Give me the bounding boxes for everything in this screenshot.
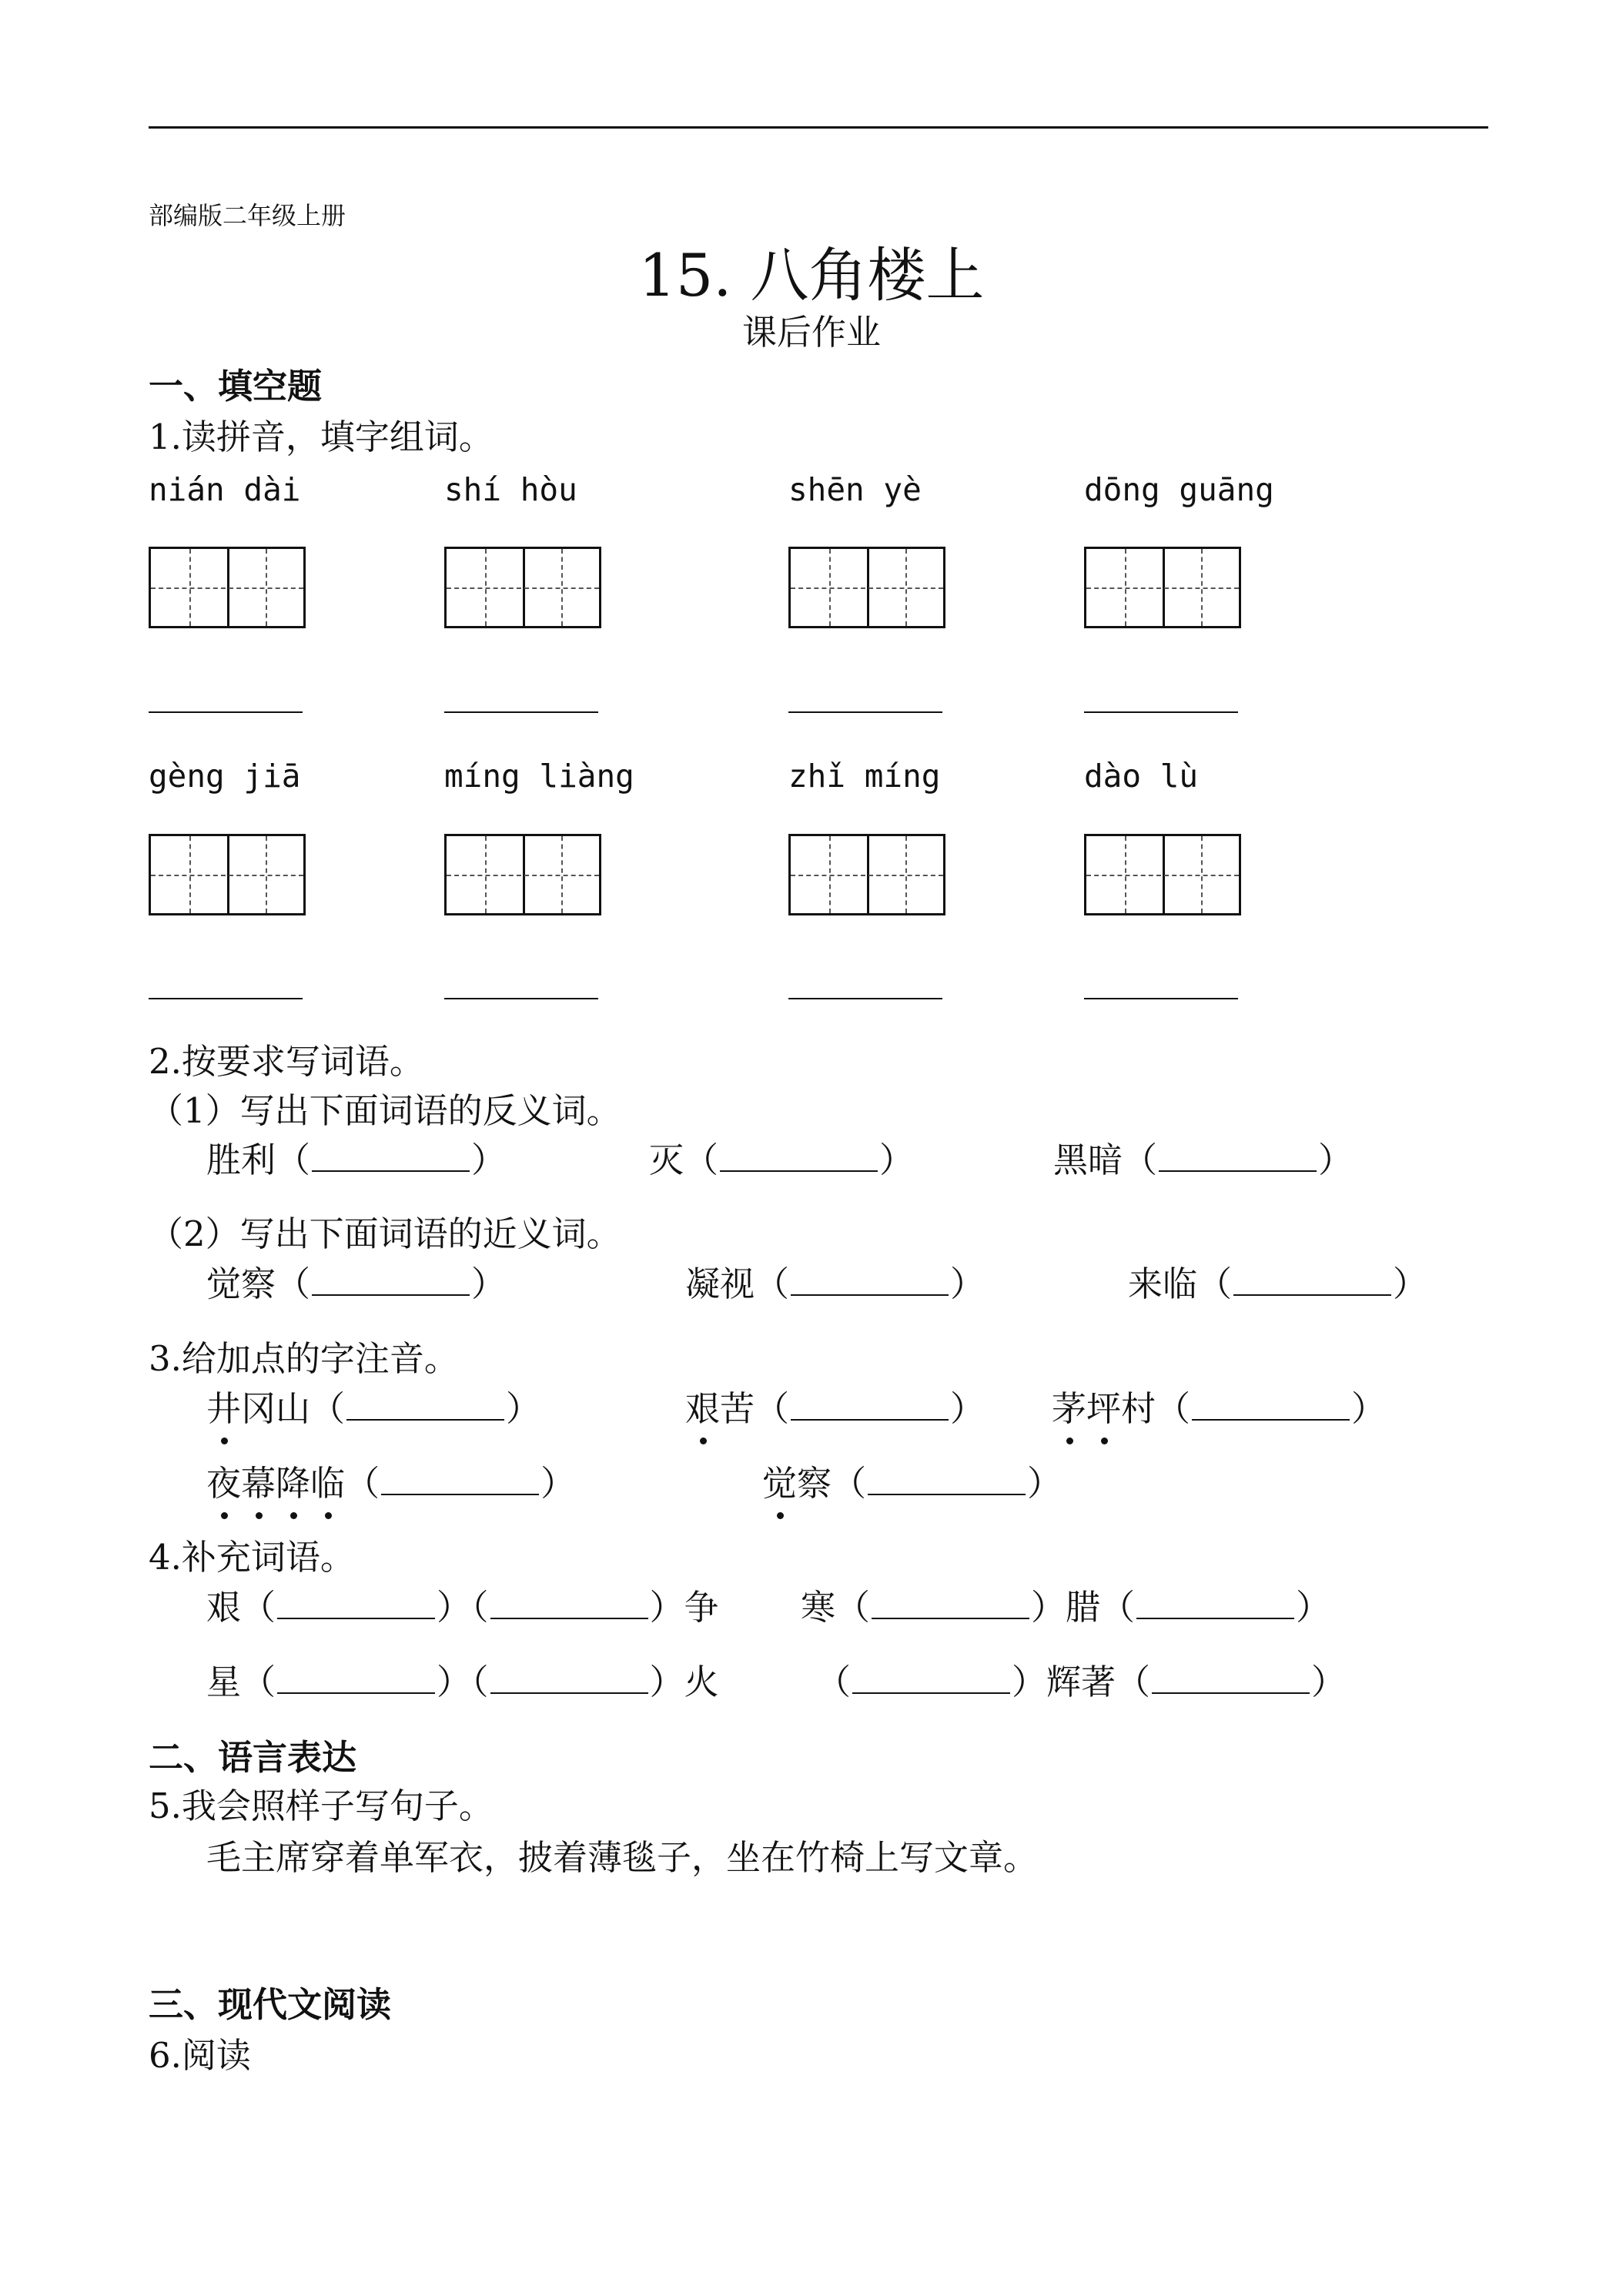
section-heading-2: 二、语言表达 [149,1737,357,1778]
writing-grid[interactable] [149,834,306,915]
answer-blank[interactable] [791,1390,949,1421]
question-1: 1.读拼音，填字组词。 [149,417,494,457]
pinyin-label: míng liàng [444,758,634,795]
pinyin-annotation-item: 艰苦（ ） [685,1386,985,1432]
synonym-item: 凝视（ ） [685,1263,986,1304]
answer-blank[interactable] [1192,1390,1350,1421]
answer-blank[interactable] [490,1588,648,1619]
question-5: 5.我会照样子写句子。 [149,1786,494,1826]
pinyin-annotation-item: 夜幕降临（ ） [206,1461,575,1507]
answer-blank[interactable] [791,1265,949,1296]
writing-grid[interactable] [149,547,306,628]
answer-blank[interactable] [277,1588,435,1619]
pinyin-label: shí hòu [444,471,577,508]
answer-line[interactable] [788,998,942,999]
answer-blank[interactable] [1136,1588,1294,1619]
question-2-2: （2）写出下面词语的近义词。 [149,1213,621,1254]
answer-line[interactable] [444,711,598,713]
pinyin-label: nián dài [149,471,301,508]
question-6: 6.阅读 [149,2035,251,2076]
pinyin-annotation-item: 茅坪村（ ） [1052,1386,1386,1432]
page-title: 15. 八角楼上 [638,241,985,310]
page-subtitle: 课后作业 [741,312,881,353]
answer-blank[interactable] [1233,1265,1391,1296]
idiom-item: 星（ ）（ ）火 [206,1662,719,1702]
section-heading-1: 一、填空题 [149,366,323,407]
question-4: 4.补充词语。 [149,1537,355,1578]
answer-blank[interactable] [1159,1141,1317,1172]
pinyin-annotation-item: 觉察（ ） [762,1461,1062,1507]
writing-grid[interactable] [788,834,945,915]
answer-line[interactable] [1084,998,1238,999]
antonym-item: 胜利（ ） [206,1140,507,1180]
synonym-item: 来临（ ） [1128,1263,1428,1304]
answer-line[interactable] [1084,711,1238,713]
question-2: 2.按要求写词语。 [149,1041,424,1082]
pinyin-label: dōng guāng [1084,471,1274,508]
writing-grid[interactable] [788,547,945,628]
question-2-1: （1）写出下面词语的反义词。 [149,1090,621,1131]
pinyin-label: dào lù [1084,758,1199,795]
question-3: 3.给加点的字注音。 [149,1338,459,1379]
example-sentence: 毛主席穿着单军衣，披着薄毯子，坐在竹椅上写文章。 [206,1837,1039,1878]
writing-grid[interactable] [444,547,601,628]
answer-blank[interactable] [1152,1663,1310,1694]
idiom-item: 寒（ ）腊（ ） [801,1587,1331,1628]
idiom-item: 艰（ ）（ ）争 [206,1587,719,1628]
answer-blank[interactable] [277,1663,435,1694]
answer-line[interactable] [149,998,303,999]
answer-line[interactable] [444,998,598,999]
answer-blank[interactable] [312,1265,470,1296]
pinyin-annotation-item: 井冈山（ ） [206,1386,540,1432]
pinyin-label: zhǐ míng [788,758,941,795]
answer-line[interactable] [149,711,303,713]
answer-blank[interactable] [868,1464,1026,1495]
synonym-item: 觉察（ ） [206,1263,507,1304]
answer-blank[interactable] [346,1390,504,1421]
answer-line[interactable] [788,711,942,713]
idiom-item: （ ）辉著（ ） [816,1662,1347,1702]
top-rule [149,126,1488,129]
answer-blank[interactable] [872,1588,1029,1619]
writing-grid[interactable] [444,834,601,915]
pinyin-label: gèng jiā [149,758,301,795]
answer-blank[interactable] [490,1663,648,1694]
section-heading-3: 三、现代文阅读 [149,1984,392,2025]
answer-blank[interactable] [852,1663,1010,1694]
answer-blank[interactable] [312,1141,470,1172]
antonym-item: 黑暗（ ） [1053,1140,1354,1180]
header-note: 部编版二年级上册 [149,201,346,230]
writing-grid[interactable] [1084,834,1241,915]
answer-blank[interactable] [720,1141,878,1172]
answer-blank[interactable] [381,1464,539,1495]
antonym-item: 灭（ ） [649,1140,915,1180]
writing-grid[interactable] [1084,547,1241,628]
pinyin-label: shēn yè [788,471,922,508]
